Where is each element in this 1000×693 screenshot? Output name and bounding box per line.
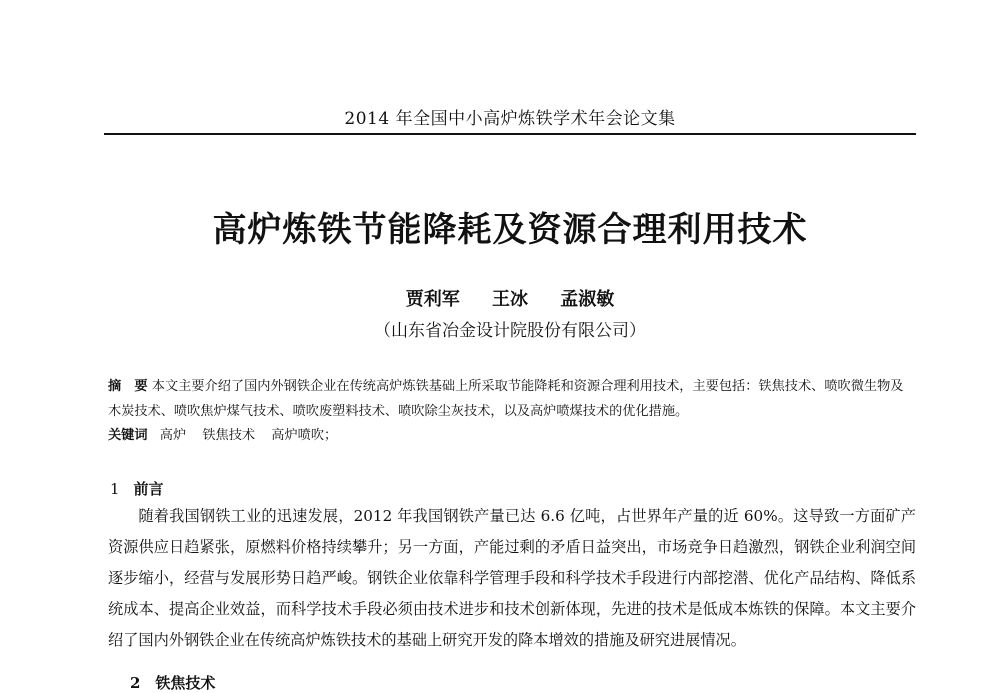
section-heading-introduction	[110, 478, 164, 499]
article-title: 高炉炼铁节能降耗及资源合理利用技术	[212, 210, 808, 250]
keywords-block	[108, 425, 916, 447]
author-name: 贾利军	[405, 289, 460, 310]
keyword: 高炉喷吹；	[271, 428, 338, 443]
abstract-label: 摘 要	[108, 379, 148, 394]
keyword: 高炉	[159, 428, 187, 443]
section-number: 1	[110, 480, 120, 498]
section-heading-partial: 2 铁焦技术	[130, 674, 216, 692]
author-list	[104, 285, 916, 311]
abstract-text: 本文主要介绍了国内外钢铁企业在传统高炉炼铁基础上所采取节能降耗和资源合理利用技术，主要包括：铁焦技术、喷吹微生物及木炭技术、喷吹焦炉煤气技术、喷吹废塑料技术、喷吹除尘灰技术，以及高炉喷煤技术的优化措施。	[108, 379, 904, 419]
abstract-block	[108, 374, 916, 424]
author-affiliation: （山东省冶金设计院股份有限公司）	[374, 321, 646, 341]
body-paragraph: 随着我国钢铁工业的迅速发展，2012 年我国钢铁产量已达 6.6 亿吨，占世界年产量的近 60%。这导致一方面矿产资源供应日趋紧张，原燃料价格持续攀升；另一方面，产能过剩的矛盾日益突出，市场竞争日趋激烈，钢铁企业利润空间逐步缩小，经营与发展形势日趋严峻。钢铁企业依靠科学管理手段和科学技术手段进行内部挖潜、优化产品结构、降低系统成本、提高企业效益，而科学技术手段必须由技术进步和技术创新体现，先进的技术是低成本炼铁的保障。本文主要介绍了国内外钢铁企业在传统高炉炼铁技术的基础上研究开发的降本增效的措施及研究进展情况。	[108, 507, 916, 649]
keyword: 铁焦技术	[202, 428, 256, 443]
author-name: 孟淑敏	[560, 289, 615, 310]
running-header: 2014 年全国中小高炉炼铁学术年会论文集	[344, 109, 676, 129]
keywords-label: 关键词	[108, 428, 148, 443]
section-title: 前言	[133, 480, 164, 498]
header-rule	[104, 133, 916, 135]
author-name: 王冰	[492, 289, 528, 310]
